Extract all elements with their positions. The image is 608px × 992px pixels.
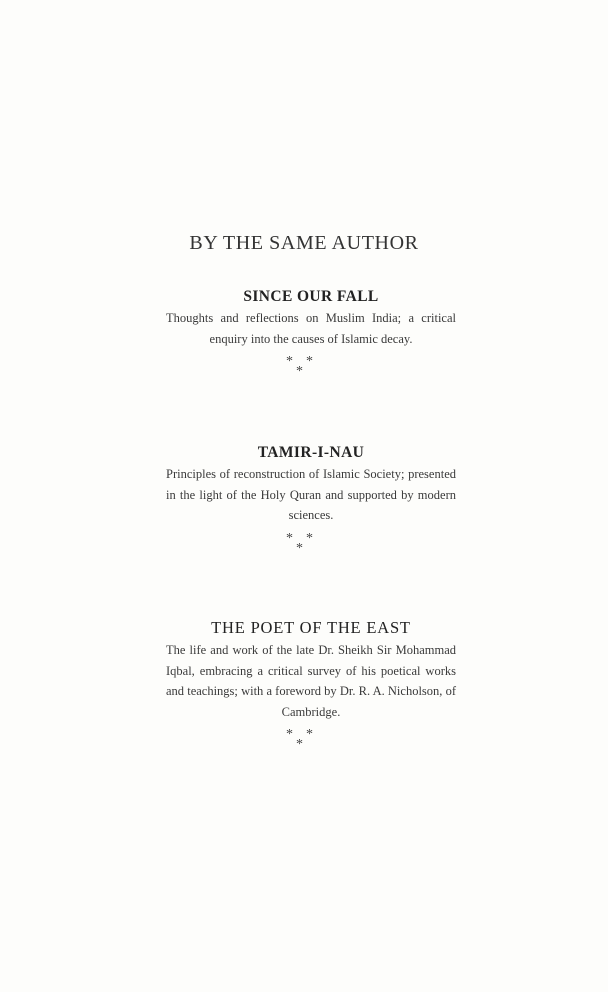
book-description: Thoughts and reflections on Muslim India; a critical enquiry into the causes of Islamic decay. [166,311,456,346]
asterisk-icon: * [286,727,293,742]
asterisk-icon: * [306,727,313,742]
asterisk-icon: * [296,364,303,379]
book-description: Principles of reconstruction of Islamic Society; presented in the light of the Holy Quran and supported by modern sciences. [166,467,456,522]
page-heading: BY THE SAME AUTHOR [189,232,419,254]
book-title: SINCE OUR FALL [243,288,379,305]
book-description: The life and work of the late Dr. Sheikh Sir Mohammad Iqbal, embracing a critical survey of his poetical works and teachings; with a foreword by Dr. R. A. Nicholson, of Cambridge. [166,643,456,719]
asterisk-icon: * [286,530,293,546]
book-title: TAMIR-I-NAU [257,444,365,461]
asterisk-icon: * [306,530,313,546]
book-entry-tamir-i-nau [166,444,456,558]
book-entry-poet-of-the-east [166,618,456,754]
book-entry-since-our-fall [166,288,456,381]
book-title: THE POET OF THE EAST [211,618,411,637]
asterisk-icon: * [306,354,313,369]
asterisk-icon: * [296,540,303,556]
asterisk-icon: * [296,737,303,752]
asterisk-icon: * [286,354,293,369]
asterism-ornament [166,532,456,558]
asterism-ornament [166,355,456,381]
asterism-ornament [166,728,456,754]
